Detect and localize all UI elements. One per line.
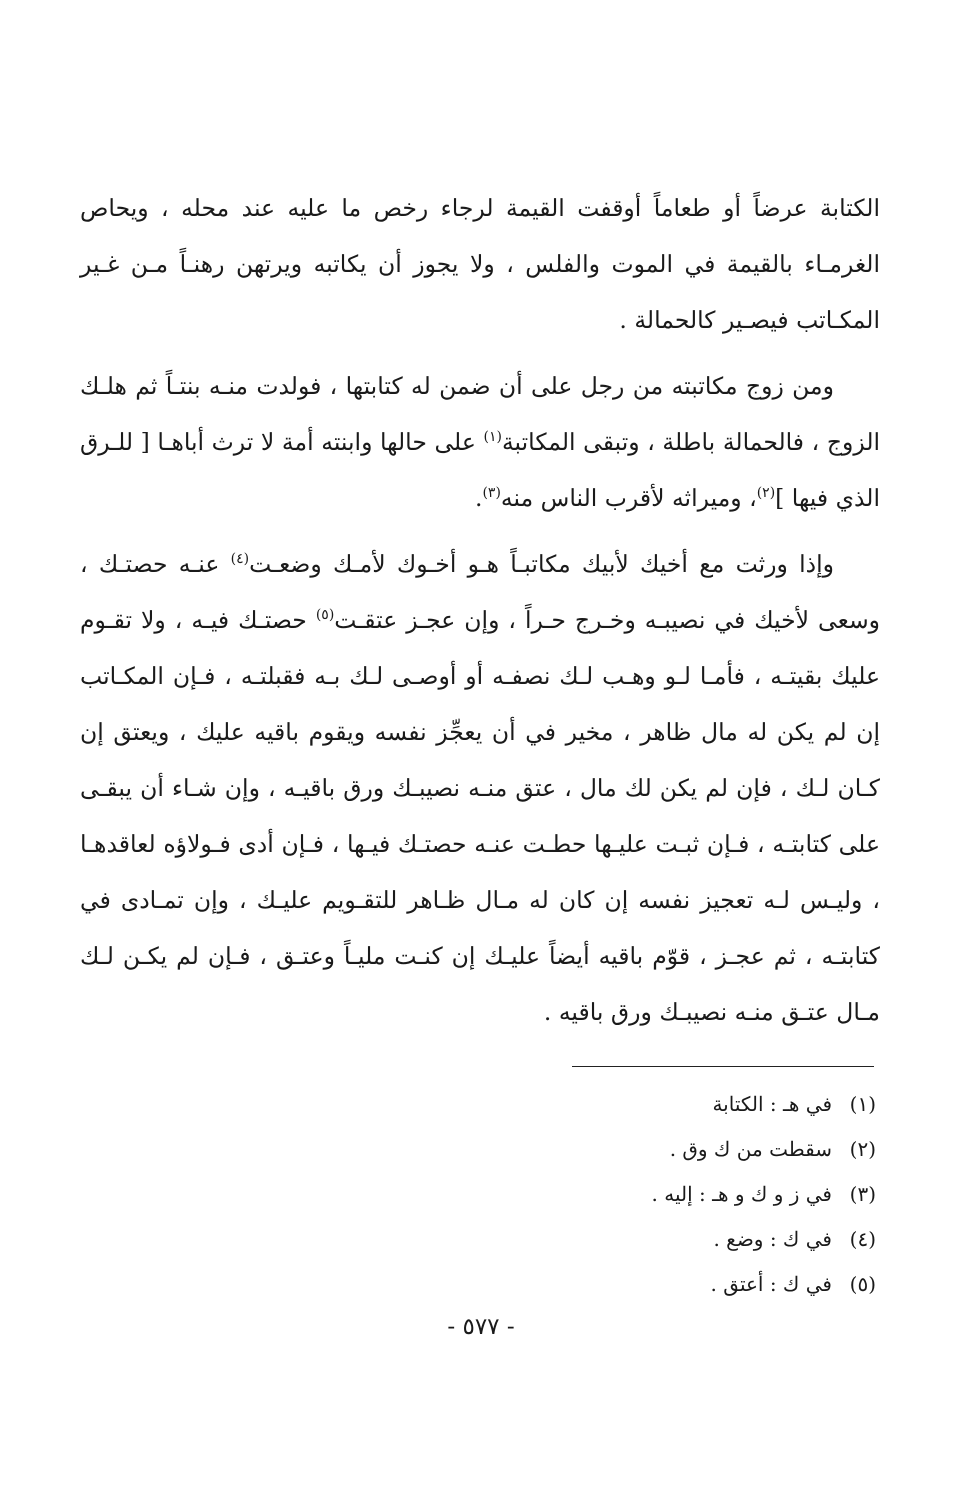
footnote-ref-5[interactable]: (٥) (315, 607, 335, 624)
footnote-separator (572, 1066, 874, 1067)
paragraph-3-text-c: حصتـك فيـه ، ولا تقـوم عليك بقيتـه ، فأمـا لـو وهـب لـك نصفـه أو أوصـى لـك بـه فقبلتـه ، فـإن المكـاتب إن لم يكن له مال ظاهر ، مخير في أن يعجِّز نفسه ويقوم باقيه عليك ، ويعتق إن كـان لـك ، فإن لم يكن لك مال ، عتق منـه نصيبـك ورق باقيـه ، وإن شـاء أن يبقـى على كتابتـه ، فـإن ثبـت عليـها حطـت عنـه حصتـك فيـها ، فـإن أدى فـولاؤه لعاقدهـا ، وليـس لـه تعجيز نفسه إن كان له مـال ظـاهر للتقـويم عليـك ، وإن تمـادى في كتابتـه ، ثم عجـز ، قوّم باقيه أيضاً عليـك إن كنـت مليـاً وعتـق ، فـإن لم يكـن لـك مـال عتـق منـه نصيبـك ورق باقيه . (80, 606, 880, 1026)
paragraph-2 (80, 358, 880, 526)
paragraph-3 (80, 536, 880, 1040)
footnote-4-text: في ك : وضع . (713, 1227, 832, 1251)
paragraph-2-text-d: . (474, 484, 483, 512)
paragraph-1 (80, 180, 880, 348)
footnote-2-text: سقطت من ك وق . (669, 1137, 832, 1161)
footnote-ref-2[interactable]: (٢) (756, 485, 776, 502)
footnote-3-number: (٣) (849, 1182, 876, 1206)
footnote-1-text: في هـ : الكتابة (712, 1092, 832, 1116)
footnote-3-text: في ز و ك و هـ : إليه . (651, 1182, 832, 1206)
footnote-4-number: (٤) (849, 1227, 876, 1251)
footnote-2-number: (٢) (849, 1137, 876, 1161)
footnote-ref-1[interactable]: (١) (483, 429, 502, 446)
paragraph-1-text: الكتابة عرضاً أو طعاماً أوقفت القيمة لرجاء رخص ما عليه عند محله ، ويحاص الغرمـاء بالقيمة في الموت والفلس ، ولا يجوز أن يكاتبه ويرتهن رهنـاً مـن غـير المكـاتب فيصـير كالحمالة . (80, 194, 880, 334)
footnote-1-number: (١) (849, 1092, 876, 1116)
footnotes (456, 1082, 876, 1307)
footnote-2 (456, 1127, 876, 1172)
paragraph-2-text-c: ، وميراثه لأقرب الناس منه (500, 484, 757, 512)
footnote-4 (456, 1217, 876, 1262)
footnote-ref-4[interactable]: (٤) (230, 551, 250, 568)
paragraph-2-text-b: على حالها وابنته أمة لا ترث أباهـا [ للـرق الذي فيها ] (80, 428, 880, 512)
footnote-5 (456, 1262, 876, 1307)
footnote-ref-3[interactable]: (٣) (482, 485, 501, 502)
footnote-5-number: (٥) (849, 1272, 876, 1296)
page-number: - ٥٧٧ - (447, 1314, 515, 1340)
paragraph-3-text-b: عنـه حصتـك ، وسعى لأخيك في نصيبـه وخـرج حـراً ، وإن عجـز عتقـت (80, 550, 880, 634)
paragraph-3-text-a: وإذا ورثت مع أخيك لأبيك مكاتبـاً هـو أخـوك لأمـك وضعـت (249, 550, 835, 578)
main-text (80, 180, 880, 1050)
footnote-3 (456, 1172, 876, 1217)
footnote-1 (456, 1082, 876, 1127)
paragraph-2-text-a: ومن زوج مكاتبته من رجل على أن ضمن له كتابتها ، فولدت منـه بنتـاً ثم هلـك الزوج ، فالحمالة باطلة ، وتبقى المكاتبة (80, 372, 881, 456)
footnote-5-text: في ك : أعتق . (710, 1272, 832, 1296)
